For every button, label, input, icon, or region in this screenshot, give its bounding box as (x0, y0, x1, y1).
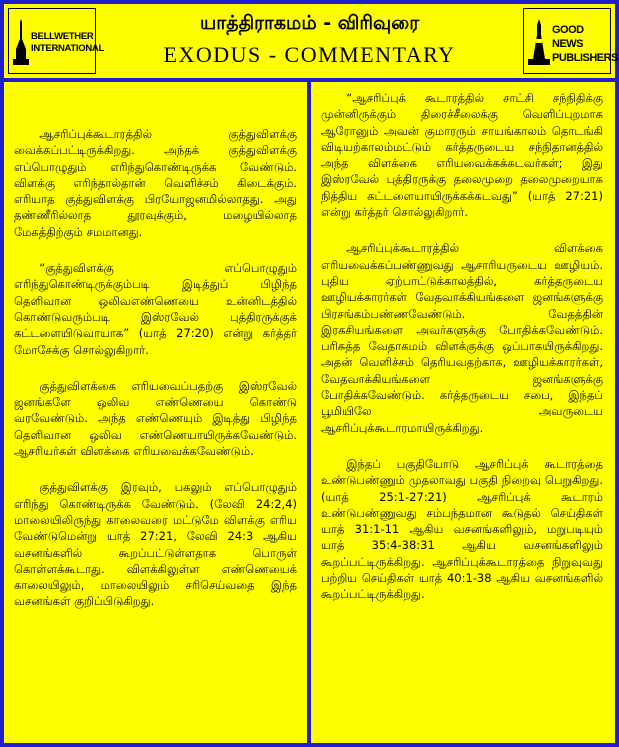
left-paragraph-4: குத்துவிளக்கு இரவும், பகலும் எப்பொழுதும் எரிந்து கொண்டிருக்க வேண்டும். (லேவி 24:2,4) மாலையிலிருந்து காலைவரை மட்டுமே விளக்கு எரிய வேண்டுமென்று யாத் 27:21, லேவி 24:3 ஆகிய வசனங்களில் கூறப்பட்டுள்ளதாக பொருள் கொள்ளக்கூடாது. விளக்கிலுள்ள எண்ணெயைக் காலையிலும், மாலையிலும் சரிசெய்வதை இந்த வசனங்கள் குறிப்பிடுகிறது. (14, 480, 297, 609)
logo-right-line2: PUBLISHERS (552, 52, 618, 64)
page-title-tamil: யாத்திராகமம் - விரிவுரை (199, 12, 420, 34)
title-block (104, 8, 515, 70)
header-banner (4, 4, 618, 78)
right-paragraph-3: இந்தப் பகுதியோடு ஆசரிப்புக் கூடாரத்தை உண்டுபண்ணும் முதலாவது பகுதி நிறைவு பெறுகிறது. (யாத் 25:1-27:21) ஆசரிப்புக் கூடாரம் உண்டுபண்ணுவது சம்பந்தமான கூடுதல் செய்திகள் யாத் 31:1-11 ஆகிய வசனங்களிலும், மறுபடியும் யாத் 35:4-38:31 ஆகிய வசனங்களிலும் கூறப்பட்டிருக்கிறது. ஆசரிப்புக்கூடாரத்தை நிறுவுவது பற்றிய செய்திகள் யாத் 40:1-38 ஆகிய வசனங்களில் கூறப்பட்டிருக்கிறது. (321, 456, 603, 602)
left-column (4, 82, 307, 743)
good-news-logo (523, 8, 618, 74)
bellwether-logo (8, 8, 104, 74)
logo-left-line2: INTERNATIONAL (31, 43, 104, 54)
right-paragraph-2: ஆசரிப்புக்கூடாரத்தில் விளக்கை எரியவைக்கப்பண்ணுவது ஆசாரியருடைய ஊழியம். புதிய ஏற்பாட்டுக்காலத்தில், கர்த்தருடைய ஊழியக்காரர்கள் வேதவாக்கியங்களை ஜனங்களுக்கு பிரசங்கம்பண்ணவேண்டும். வேதத்தின் இரகசியங்களை அவர்களுக்கு போதிக்கவேண்டும். பரிசுத்த வேதாகமம் விளக்குக்கு ஒப்பாகயிருக்கிறது. அதன் வெளிச்சம் தெரியவதற்காக, ஊழியக்காரர்கள், வேதவாக்கியங்களை ஜனங்களுக்கு போதிக்கவேண்டும். கர்த்தருடைய சபை, இந்தப் பூமியிலே அவருடைய ஆசரிப்புக்கூடாரமாயிருக்கிறது. (321, 241, 603, 435)
logo-right-line1: GOOD NEWS (552, 24, 584, 50)
left-paragraph-1: ஆசரிப்புக்கூடாரத்தில் குத்துவிளக்கு வைக்கப்பட்டிருக்கிறது. அந்தக் குத்துவிளக்கு எப்பொழுதும் எரிந்துகொண்டிருக்க வேண்டும். விளக்கு எரிந்தால்தான் வெளிச்சம் கிடைக்கும். எரியாத குத்துவிளக்கு பிரயோஜனமில்லாதது. அது தண்ணீரில்லாத தூரவுக்கும், மழையில்லாத மேகத்திற்கும் சமமானது. (14, 127, 297, 239)
right-column (311, 82, 615, 743)
page-title-english: EXODUS - COMMENTARY (163, 42, 456, 67)
lighthouse-icon (527, 19, 551, 65)
logo-left-line1: BELLWETHER (31, 31, 94, 42)
monument-icon (12, 19, 30, 65)
left-paragraph-2: “குத்துவிளக்கு எப்பொழுதும் எரிந்துகொண்டிருக்கும்படி இடித்துப் பிழிந்த தெளிவான ஒலிவஎண்ணெயை உன்னிடத்தில் கொண்டுவரும்படி இஸ்ரவேல் புத்திரருக்குக் கட்டளையிடுவாயாக” (யாத் 27:20) என்று கர்த்தர் மோசேக்கு சொல்லுகிறார். (14, 261, 297, 357)
left-paragraph-3: குத்துவிளக்கை எரியவைப்பதற்கு இஸ்ரவேல் ஜனங்களே ஒலிவ எண்ணெயை கொண்டு வரவேண்டும். அந்த எண்ணெயும் இடித்து பிழிந்த தெளிவான ஒலிவ எண்ணெயாயிருக்கவேண்டும். ஆசரியர்கள் விளக்கை எரியவைக்கவேண்டும். (14, 378, 297, 459)
right-paragraph-1: “ஆசரிப்புக் கூடாரத்தில் சாட்சி சந்நிதிக்கு முன்னிருக்கும் திரைச்சீலைக்கு வெளிப்புறமாக ஆரோனும் அவன் குமாரரும் சாயங்காலம் தொடங்கி விடியற்காலம்மட்டும் கர்த்தருடைய சந்நிதானத்தில் அந்த விளக்கை எரியவைக்கக்கடவர்கள்; இது இஸ்ரவேல் புத்திரருக்கு தலைமுறை தலைமுறையாக நித்திய கட்டளையாயிருக்கக்கடவது” (யாத் 27:21) என்று கர்த்தர் சொல்லுகிறார். (321, 91, 603, 220)
